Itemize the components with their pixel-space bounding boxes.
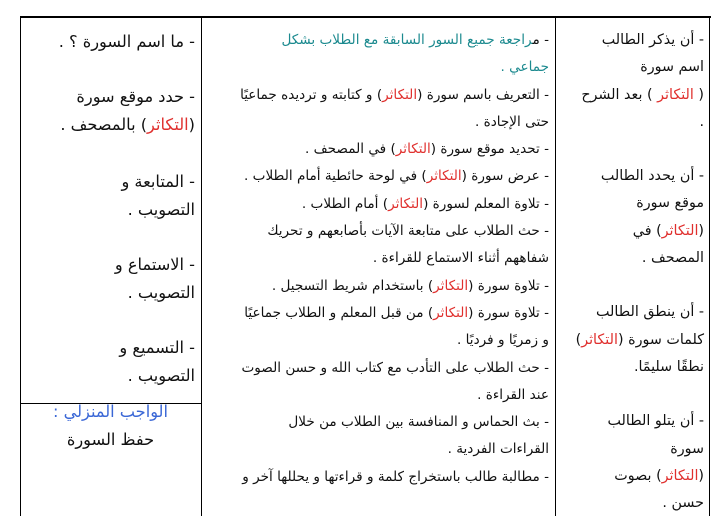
highlighted-text: جماعي .	[500, 59, 549, 76]
evaluation-line	[24, 279, 195, 308]
text-run: حتى الإجادة .	[474, 113, 549, 130]
surah-name-highlight: التكاثر	[395, 141, 431, 158]
evaluation-line	[24, 334, 195, 363]
objectives-column	[555, 18, 709, 516]
objective-line	[561, 218, 704, 245]
table-border-right	[709, 18, 710, 516]
text-run: - تلاوة المعلم لسورة (	[423, 195, 549, 212]
spacer	[24, 225, 195, 251]
text-run: سورة	[670, 440, 704, 457]
text-run: ) أمام الطلاب .	[301, 195, 389, 212]
text-run: ) بعد الشرح	[581, 86, 658, 103]
surah-name-highlight: التكاثر	[661, 467, 699, 484]
evaluation-line	[24, 251, 195, 280]
objective-line	[561, 27, 704, 54]
text-run: و زمريًا و فرديًا .	[457, 332, 549, 349]
text-run: - تلاوة سورة (	[468, 304, 549, 321]
text-run: - المتابعة و	[121, 171, 195, 191]
text-run: (	[188, 115, 195, 134]
procedure-line	[205, 355, 549, 382]
text-run: - حدد موقع سورة	[76, 86, 195, 106]
homework-title: الواجب المنزلي :	[53, 402, 168, 421]
text-run: - حث الطلاب على متابعة الآيات بأصابعهم و تحريك	[267, 223, 549, 240]
objective-line	[561, 163, 704, 190]
evaluation-item	[24, 28, 195, 57]
text-run: - أن يتلو الطالب	[607, 413, 704, 430]
objective-line	[561, 490, 704, 516]
text-run: ) في المصحف .	[304, 141, 396, 158]
text-run: ) بصوت	[614, 467, 662, 484]
spacer	[561, 381, 704, 408]
homework-text: حفظ السورة	[66, 430, 155, 449]
text-run: موقع سورة	[636, 195, 704, 212]
text-run: التصويب .	[127, 283, 195, 302]
text-run: - ما اسم السورة ؟ .	[58, 32, 195, 51]
evaluation-line	[24, 111, 195, 140]
objective-item	[561, 299, 704, 381]
text-run: حسن .	[662, 495, 704, 512]
text-run: ) بالمصحف .	[60, 115, 148, 134]
text-run: (	[698, 222, 704, 239]
procedure-line	[205, 464, 549, 491]
text-run: (	[698, 467, 704, 484]
text-run: - م	[532, 32, 549, 48]
objective-line	[561, 463, 704, 490]
spacer	[24, 140, 195, 168]
procedures-column	[201, 18, 555, 516]
spacer	[24, 57, 195, 83]
spacer	[561, 136, 704, 163]
text-run: - التسميع و	[119, 337, 195, 357]
spacer	[24, 308, 195, 334]
surah-name-highlight: التكاثر	[657, 86, 694, 103]
highlighted-text: راجعة جميع السور السابقة مع الطلاب بشكل	[281, 32, 533, 48]
text-run: ) و كتابته و ترديده جماعيًا	[240, 86, 383, 103]
text-run: التصويب .	[127, 366, 195, 385]
text-run: ) من قبل المعلم و الطلاب جماعيًا	[244, 304, 434, 321]
text-run: القراءات الفردية .	[447, 441, 549, 458]
text-run: التصويب .	[127, 200, 195, 219]
procedure-line	[205, 27, 549, 54]
procedure-line	[205, 245, 549, 272]
text-run: - الاستماع و	[114, 254, 195, 274]
objective-line	[561, 354, 704, 381]
text-run: - أن يذكر الطالب	[601, 32, 704, 48]
evaluation-item	[24, 251, 195, 308]
objective-line	[561, 436, 704, 463]
text-run: - أن يحدد الطالب	[600, 168, 704, 185]
text-run: ) في لوحة حائطية أمام الطلاب .	[244, 168, 427, 185]
evaluation-line	[24, 362, 195, 391]
spacer	[561, 272, 704, 299]
evaluation-line	[24, 196, 195, 225]
objective-line	[561, 245, 704, 272]
objective-line	[561, 82, 704, 109]
evaluation-item	[24, 168, 195, 225]
procedure-line	[205, 218, 549, 245]
surah-name-highlight: التكاثر	[661, 222, 699, 239]
objective-item	[561, 27, 704, 136]
text-run: - التعريف باسم سورة (	[417, 86, 549, 103]
text-run: .	[699, 113, 704, 130]
text-run: - حث الطلاب على التأدب مع كتاب الله و حسن الصوت	[241, 359, 549, 376]
text-run: - تلاوة سورة (	[468, 277, 549, 294]
evaluation-line	[24, 28, 195, 57]
text-run: - بث الحماس و المنافسة بين الطلاب من خلال	[288, 414, 549, 431]
text-run: كلمات سورة (	[617, 331, 704, 348]
procedure-line	[205, 436, 549, 463]
objective-line	[561, 327, 704, 354]
procedure-line	[205, 191, 549, 218]
evaluation-item	[24, 83, 195, 140]
text-run: - عرض سورة (	[461, 168, 549, 185]
procedure-line	[205, 327, 549, 354]
lesson-plan-table	[20, 16, 711, 516]
surah-name-highlight: التكاثر	[147, 115, 189, 134]
objective-line	[561, 190, 704, 217]
evaluation-line	[24, 168, 195, 197]
homework-cell	[22, 398, 199, 454]
text-run: (	[693, 86, 704, 103]
objective-line	[561, 408, 704, 435]
objective-item	[561, 408, 704, 516]
surah-name-highlight: التكاثر	[382, 86, 418, 103]
surah-name-highlight: التكاثر	[388, 195, 424, 212]
procedure-line	[205, 136, 549, 163]
text-run: ) باستخدام شريط التسجيل .	[271, 277, 434, 294]
surah-name-highlight: التكاثر	[426, 168, 462, 185]
procedure-line	[205, 82, 549, 109]
text-run: - أن ينطق الطالب	[595, 304, 704, 321]
text-run: شفاههم أثناء الاستماع للقراءة .	[372, 250, 549, 267]
procedure-line	[205, 54, 549, 81]
surah-name-highlight: التكاثر	[581, 331, 618, 348]
evaluation-line	[24, 83, 195, 112]
text-run: اسم سورة	[640, 59, 704, 76]
procedure-line	[205, 109, 549, 136]
text-run: نطقًا سليمًا.	[633, 358, 704, 375]
evaluation-item	[24, 334, 195, 391]
text-run: )	[575, 331, 582, 348]
procedure-line	[205, 409, 549, 436]
procedure-line	[205, 273, 549, 300]
procedure-line	[205, 163, 549, 190]
procedure-line	[205, 382, 549, 409]
objective-item	[561, 163, 704, 272]
surah-name-highlight: التكاثر	[433, 304, 469, 321]
text-run: - مطالبة طالب باستخراج كلمة و قراءتها و يحللها آخر و	[242, 468, 549, 485]
procedure-line	[205, 300, 549, 327]
text-run: - تحديد موقع سورة (	[430, 141, 549, 158]
objective-line	[561, 299, 704, 326]
text-run: المصحف .	[641, 250, 704, 267]
text-run: عند القراءة .	[477, 386, 549, 403]
text-run: ) في	[632, 222, 662, 239]
objective-line	[561, 54, 704, 81]
objective-line	[561, 109, 704, 136]
surah-name-highlight: التكاثر	[433, 277, 469, 294]
